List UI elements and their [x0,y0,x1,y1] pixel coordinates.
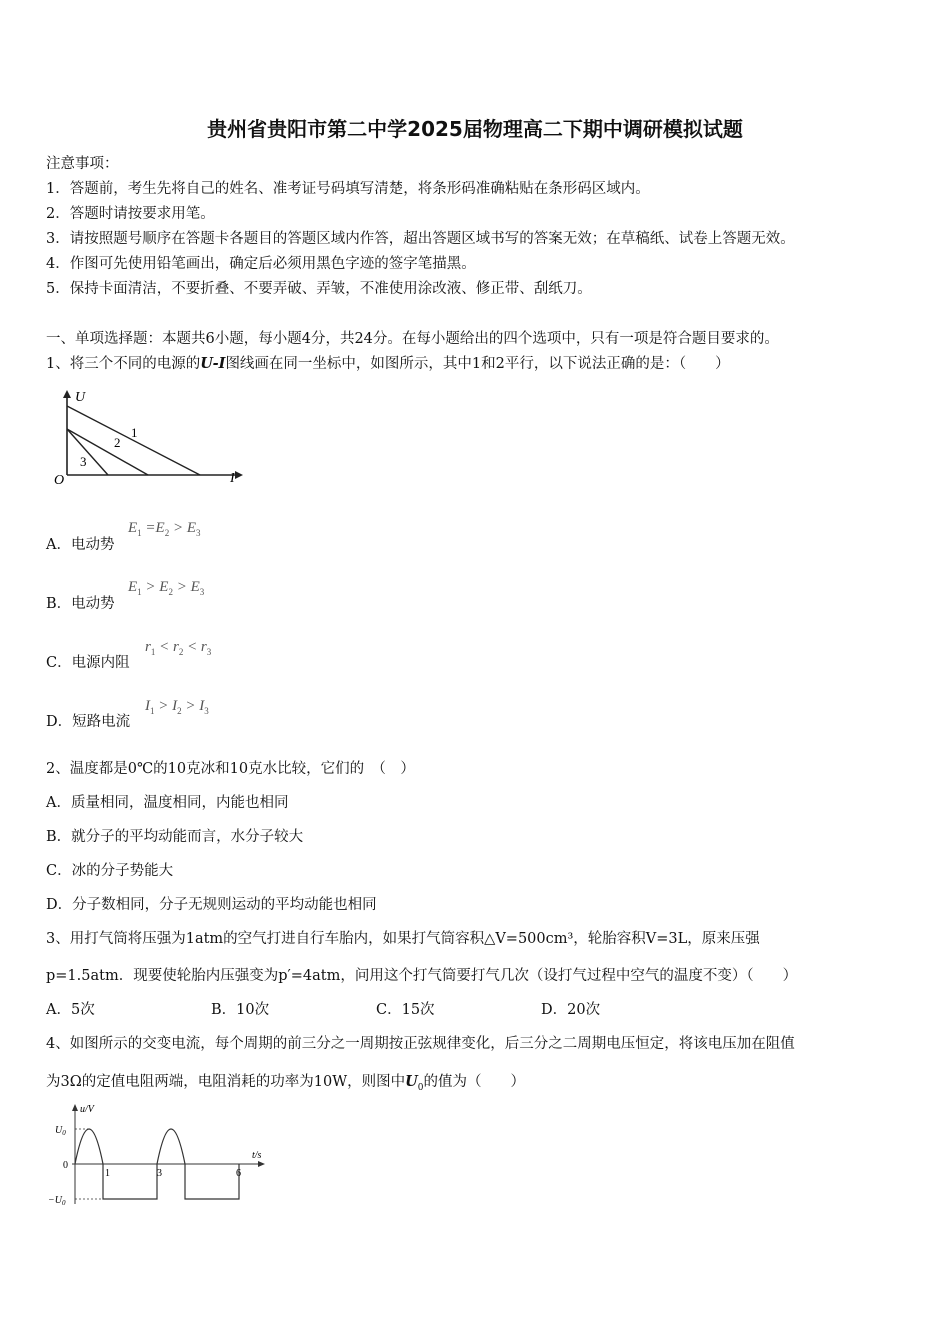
q2-option-c: C．冰的分子势能大 [46,863,174,879]
q4-tick-1: 1 [105,1168,110,1179]
q1-u-label: U [75,390,86,405]
q4-negative-segment-2 [185,1164,239,1199]
q1-stem-part-b: 图线画在同一坐标中，如图所示，其中1和2平行，以下说法正确的是：（ ） [225,356,730,372]
q1-option-c-formula: $r_1 < r_2 < r_3$ [145,639,212,657]
q2-option-d: D．分子数相同，分子无规则运动的平均动能也相同 [46,897,377,913]
notice-item-2: 2．答题时请按要求用笔。 [46,206,215,222]
question-2-stem: 2、温度都是0℃的10克冰和10克水比较，它们的 （ ） [46,761,415,777]
q4-u0-label: $U_0$ [55,1125,66,1137]
q1-stem-ui: U-I [200,355,226,372]
q1-line-label-2: 2 [114,435,121,450]
q4-sine-hump-2 [157,1129,185,1164]
notice-header: 注意事项： [46,156,119,172]
q4-u-arrow [72,1104,78,1111]
q1-option-a-formula: $E_1 =E_2 > E_3$ [128,520,201,538]
q1-line-label-3: 3 [80,454,87,469]
q1-ui-graph [50,385,250,490]
q2-option-b: B．就分子的平均动能而言，水分子较大 [46,829,304,845]
notice-item-5: 5．保持卡面清洁，不要折叠、不要弄破、弄皱，不准使用涂改液、修正带、刮纸刀。 [46,281,592,297]
q4-neg-u0-label: $-U_0$ [48,1195,66,1207]
q4-u-axis-label: u/V [80,1104,94,1115]
q4-negative-segment-1 [103,1164,157,1199]
notice-item-4: 4．作图可先使用铅笔画出，确定后必须用黑色字迹的签字笔描黑。 [46,256,476,272]
question-4-stem-line2: 为3Ω的定值电阻两端，电阻消耗的功率为10W，则图中$U_0$的值为（ ） [46,1073,525,1093]
q4-tick-3: 3 [157,1168,162,1179]
q3-option-b: B．10次 [211,1002,270,1018]
q1-option-b-label: B．电动势 [46,596,115,612]
q4-t-axis-label: t/s [252,1150,262,1161]
q1-origin-label: O [54,473,65,488]
q2-option-a: A．质量相同，温度相同，内能也相同 [46,795,289,811]
q1-i-arrow [235,471,243,479]
q1-option-a-label: A．电动势 [46,537,115,553]
q1-stem-part-a: 1、将三个不同的电源的 [46,356,201,372]
q4-voltage-graph [44,1100,274,1212]
q4-sine-hump-1 [75,1129,103,1164]
q1-i-label: I [230,471,235,486]
question-3-stem-line2: p=1.5atm．现要使轮胎内压强变为p′=4atm，问用这个打气筒要打气几次（设打气过程中空气的温度不变）（ ） [46,968,798,984]
q1-line-3 [67,429,108,475]
q1-option-b-formula: $E_1 > E_2 > E_3$ [128,579,205,597]
notice-item-3: 3．请按照题号顺序在答题卡各题目的答题区域内作答，超出答题区域书写的答案无效；在草稿纸、试卷上答题无效。 [46,231,795,247]
q1-option-d-label: D．短路电流 [46,714,131,730]
q1-line-label-1: 1 [131,425,138,440]
question-3-stem-line1: 3、用打气筒将压强为1atm的空气打进自行车胎内，如果打气筒容积△V=500cm³，轮胎容积V=3L，原来压强 [46,931,760,947]
q1-option-d-formula: $I_1 > I_2 > I_3$ [145,698,209,716]
q3-option-d: D．20次 [541,1002,601,1018]
notice-item-1: 1．答题前，考生先将自己的姓名、准考证号码填写清楚，将条形码准确粘贴在条形码区域内。 [46,181,650,197]
q4-tick-6: 6 [236,1168,241,1179]
page-title: 贵州省贵阳市第二中学2025届物理高二下期中调研模拟试题 [207,117,743,141]
q4-origin-label: 0 [63,1160,68,1171]
question-4-stem-line1: 4、如图所示的交变电流，每个周期的前三分之一周期按正弦规律变化，后三分之二周期电压恒定，将该电压加在阻值 [46,1036,795,1052]
q1-u-arrow [63,390,71,398]
q3-option-c: C．15次 [376,1002,435,1018]
section-heading: 一、单项选择题：本题共6小题，每小题4分，共24分。在每小题给出的四个选项中，只有一项是符合题目要求的。 [46,331,779,347]
question-1-stem [46,352,730,373]
q3-option-a: A．5次 [46,1002,95,1018]
q1-option-c-label: C．电源内阻 [46,655,130,671]
q4-t-arrow [258,1161,265,1167]
